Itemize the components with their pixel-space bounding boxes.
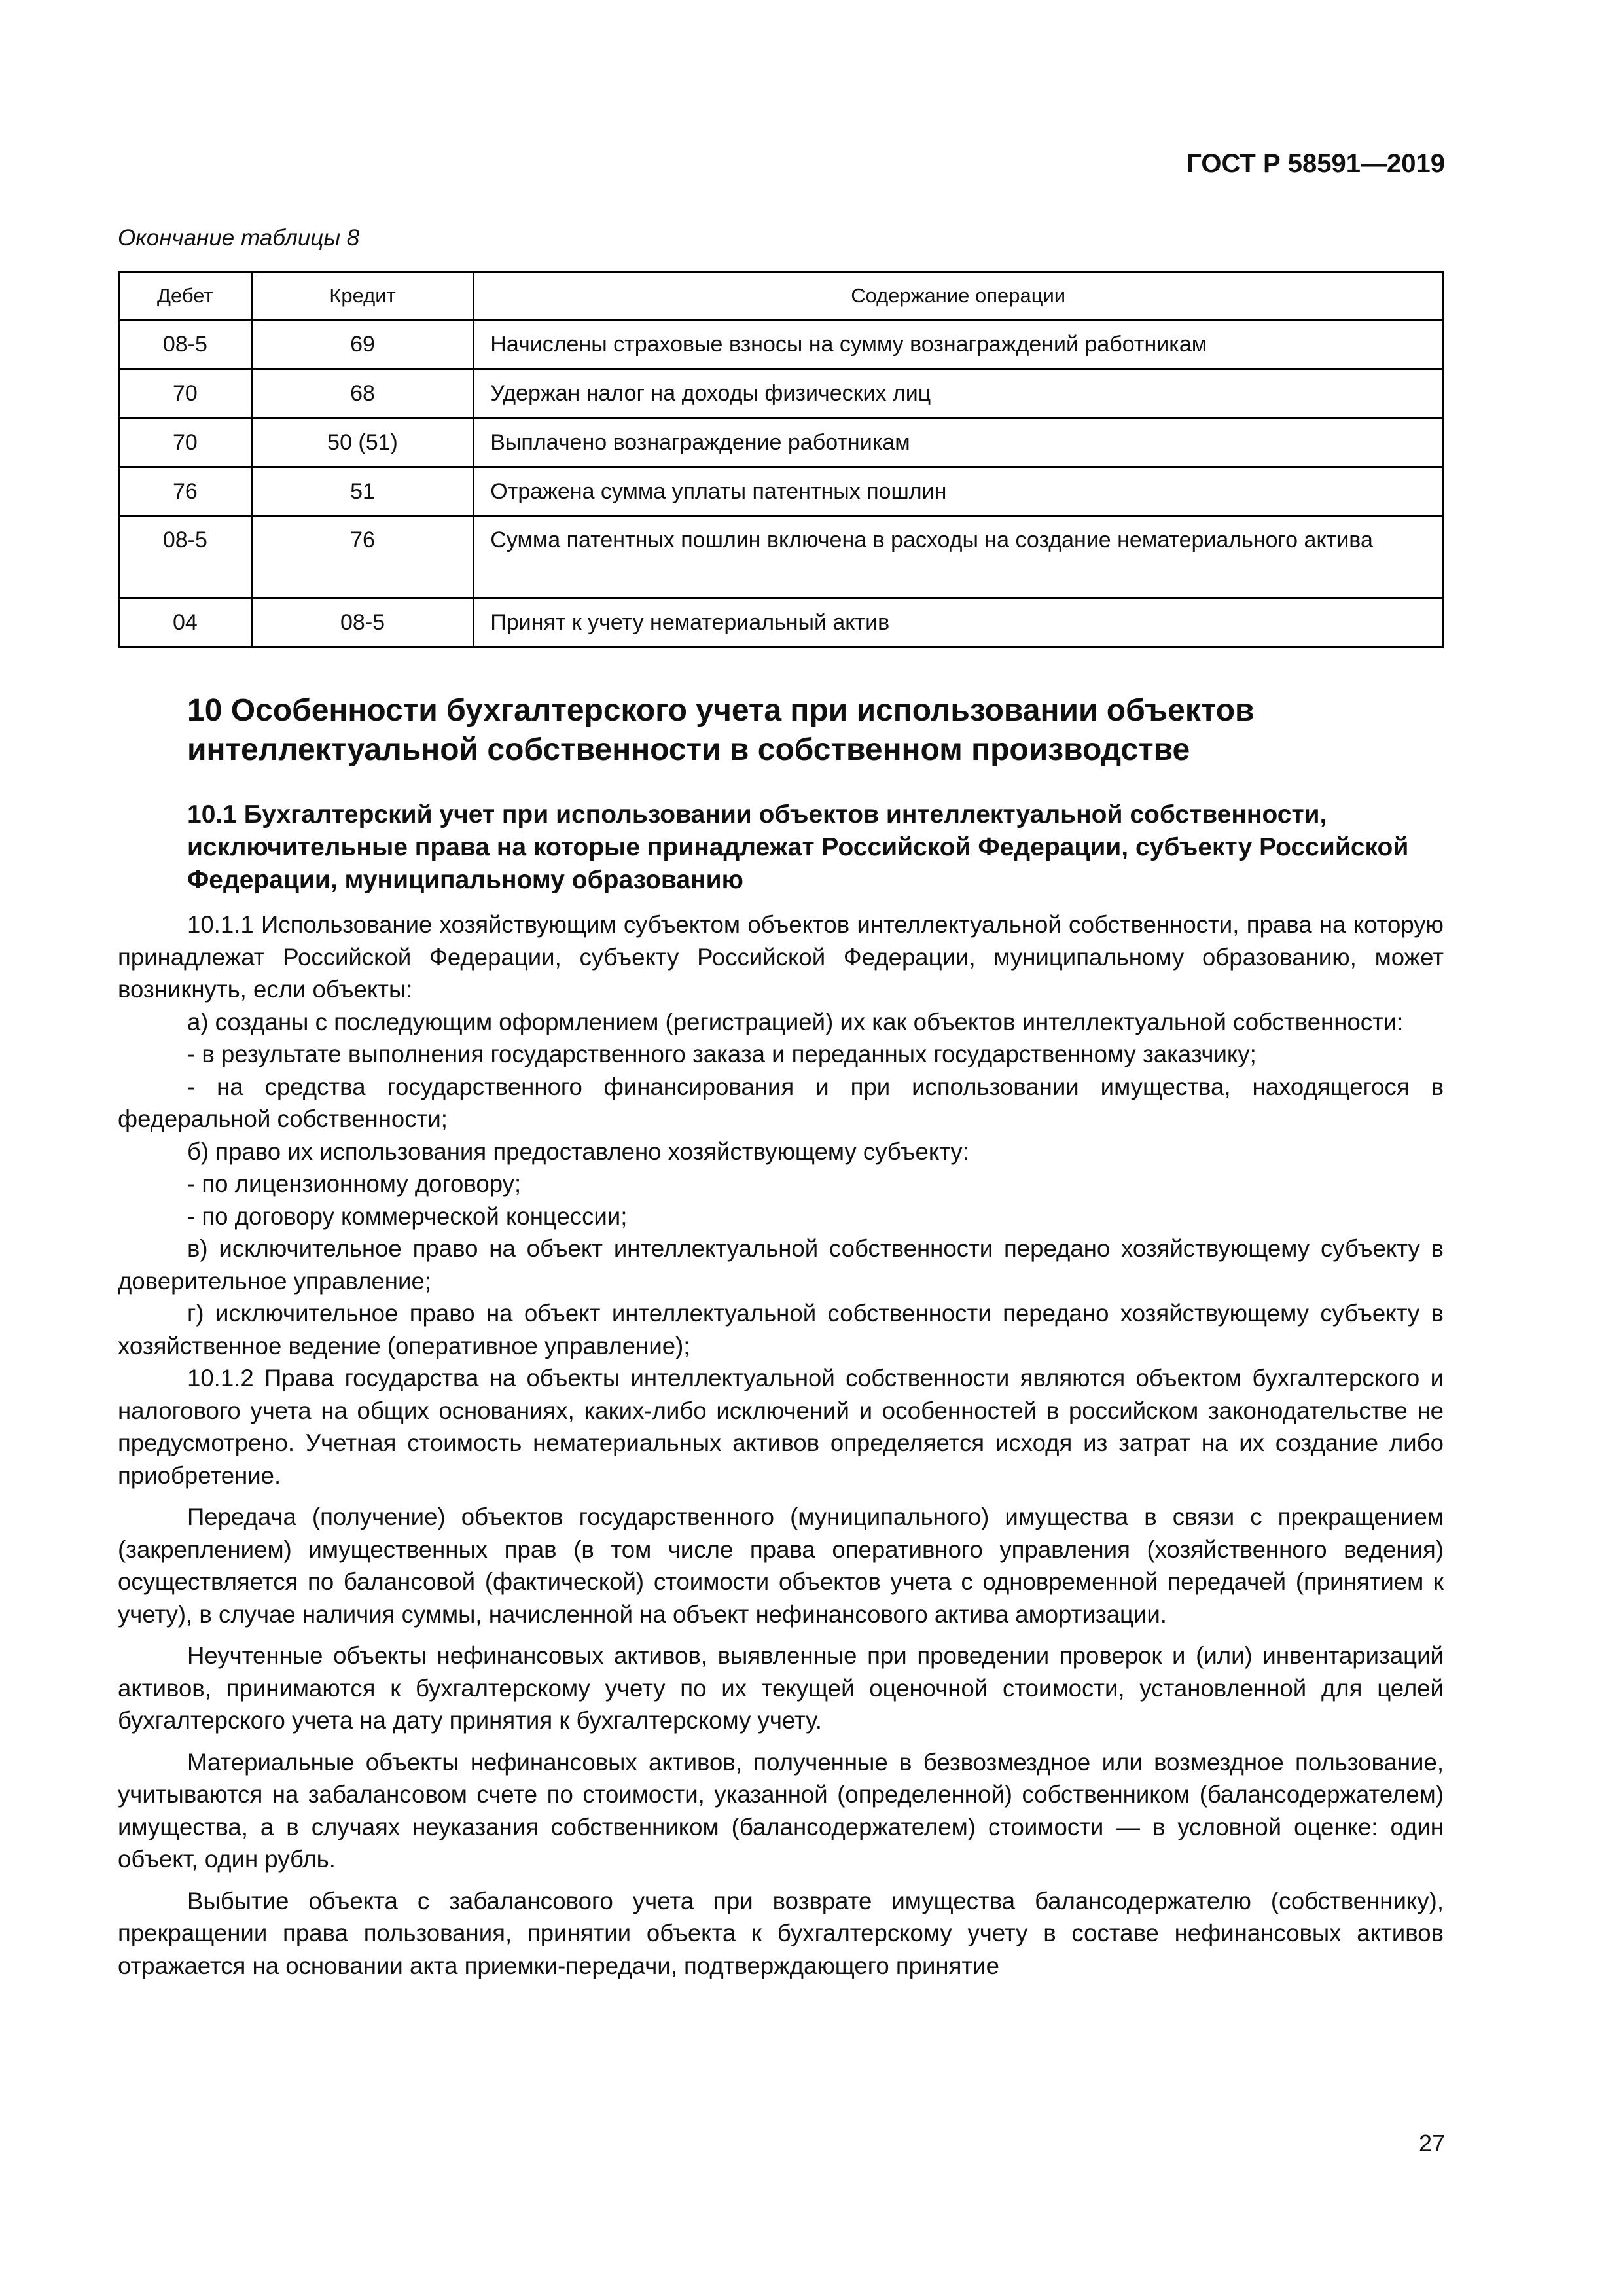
content-cell: Сумма патентных пошлин включена в расходы на создание нематериального актива: [474, 516, 1443, 598]
paragraph: 10.1.2 Права государства на объекты интеллектуальной собственности являются объектом бухгалтерского и налогового учета на общих основаниях, каких-либо исключений и особенностей в российском законодательстве не предусмотрено. Учетная стоимость нематериальных активов определяется исходя из затрат на их создание либо приобретение.: [118, 1365, 1444, 1489]
list-item: - по договору коммерческой концессии;: [187, 1202, 628, 1230]
paragraph: Выбытие объекта с забалансового учета при возврате имущества балансодержателю (собственнику), прекращении права пользования, принятии объекта к бухгалтерскому учету в составе нефинансовых активов отражается на основании акта приемки-передачи, подтверждающего принятие: [118, 1887, 1444, 1979]
list-item: - на средства государственного финансирования и при использовании имущества, находящегося в федеральной собственности;: [118, 1073, 1444, 1132]
debit-cell: 76: [119, 467, 252, 516]
credit-cell: 51: [251, 467, 474, 516]
content-cell: Начислены страховые взносы на сумму вознаграждений работникам: [474, 320, 1443, 369]
content-cell: Удержан налог на доходы физических лиц: [474, 369, 1443, 418]
paragraph: а) созданы с последующим оформлением (регистрацией) их как объектов интеллектуальной собственности:: [187, 1008, 1404, 1035]
section-title: 10 Особенности бухгалтерского учета при использовании объектов интеллектуальной собственности в собственном производстве: [187, 693, 1255, 767]
content-cell: Отражена сумма уплаты патентных пошлин: [474, 467, 1443, 516]
paragraph: Неучтенные объекты нефинансовых активов, выявленные при проведении проверок и (или) инвентаризаций активов, принимаются к бухгалтерскому учету по их текущей оценочной стоимости, установленной для целей бухгалтерского учета на дату принятия к бухгалтерскому учету.: [118, 1642, 1444, 1734]
credit-cell: 69: [251, 320, 474, 369]
credit-cell: 68: [251, 369, 474, 418]
table-row: [119, 467, 1443, 516]
table-row: [119, 369, 1443, 418]
paragraph: Передача (получение) объектов государственного (муниципального) имущества в связи с прекращением (закреплением) имущественных прав (в том числе права оперативного управления (хозяйственного ведения) осуществляется по балансовой (фактической) стоимости объектов учета с одновременной передачей (принятием к учету), в случае наличия суммы, начисленной на объект нефинансового актива амортизации.: [118, 1503, 1444, 1628]
table-row: [119, 516, 1443, 598]
content-cell: Выплачено вознаграждение работникам: [474, 418, 1443, 467]
debit-cell: 04: [119, 598, 252, 647]
subsection-title: 10.1 Бухгалтерский учет при использовании объектов интеллектуальной собственности, исключительные права на которые принадлежат Российской Федерации, субъекту Российской Федерации, муниципальному образованию: [187, 800, 1409, 894]
credit-cell: 50 (51): [251, 418, 474, 467]
section-content: [118, 691, 1444, 1982]
paragraph: в) исключительное право на объект интеллектуальной собственности передано хозяйствующему субъекту в доверительное управление;: [118, 1235, 1444, 1295]
column-header-content: Содержание операции: [474, 272, 1443, 320]
table-row: [119, 598, 1443, 647]
table-caption: Окончание таблицы 8: [118, 225, 360, 251]
table-header-row: [119, 272, 1443, 320]
paragraph: 10.1.1 Использование хозяйствующим субъектом объектов интеллектуальной собственности, права на которую принадлежат Российской Федерации, субъекту Российской Федерации, муниципальному образованию, может возникнуть, если объекты:: [118, 911, 1444, 1003]
debit-cell: 08-5: [119, 516, 252, 598]
page-number: 27: [1418, 2130, 1445, 2157]
list-item: - по лицензионному договору;: [187, 1170, 522, 1197]
content-cell: Принят к учету нематериальный актив: [474, 598, 1443, 647]
debit-cell: 08-5: [119, 320, 252, 369]
paragraph: г) исключительное право на объект интеллектуальной собственности передано хозяйствующему субъекту в хозяйственное ведение (оперативное управление);: [118, 1300, 1444, 1359]
accounting-operations-table: [118, 271, 1444, 648]
paragraph: б) право их использования предоставлено хозяйствующему субъекту:: [187, 1138, 969, 1165]
debit-cell: 70: [119, 369, 252, 418]
paragraph: Материальные объекты нефинансовых активов, полученные в безвозмездное или возмездное пользование, учитываются на забалансовом счете по стоимости, указанной (определенной) собственником (балансодержателем) имущества, а в случаях неуказания собственником (балансодержателем) стоимости — в условной оценке: один объект, один рубль.: [118, 1748, 1444, 1873]
table-row: [119, 320, 1443, 369]
table-row: [119, 418, 1443, 467]
column-header-credit: Кредит: [251, 272, 474, 320]
document-code: ГОСТ Р 58591—2019: [1186, 149, 1445, 178]
column-header-debit: Дебет: [119, 272, 252, 320]
credit-cell: 76: [251, 516, 474, 598]
list-item: - в результате выполнения государственного заказа и переданных государственному заказчику;: [187, 1041, 1257, 1067]
debit-cell: 70: [119, 418, 252, 467]
credit-cell: 08-5: [251, 598, 474, 647]
